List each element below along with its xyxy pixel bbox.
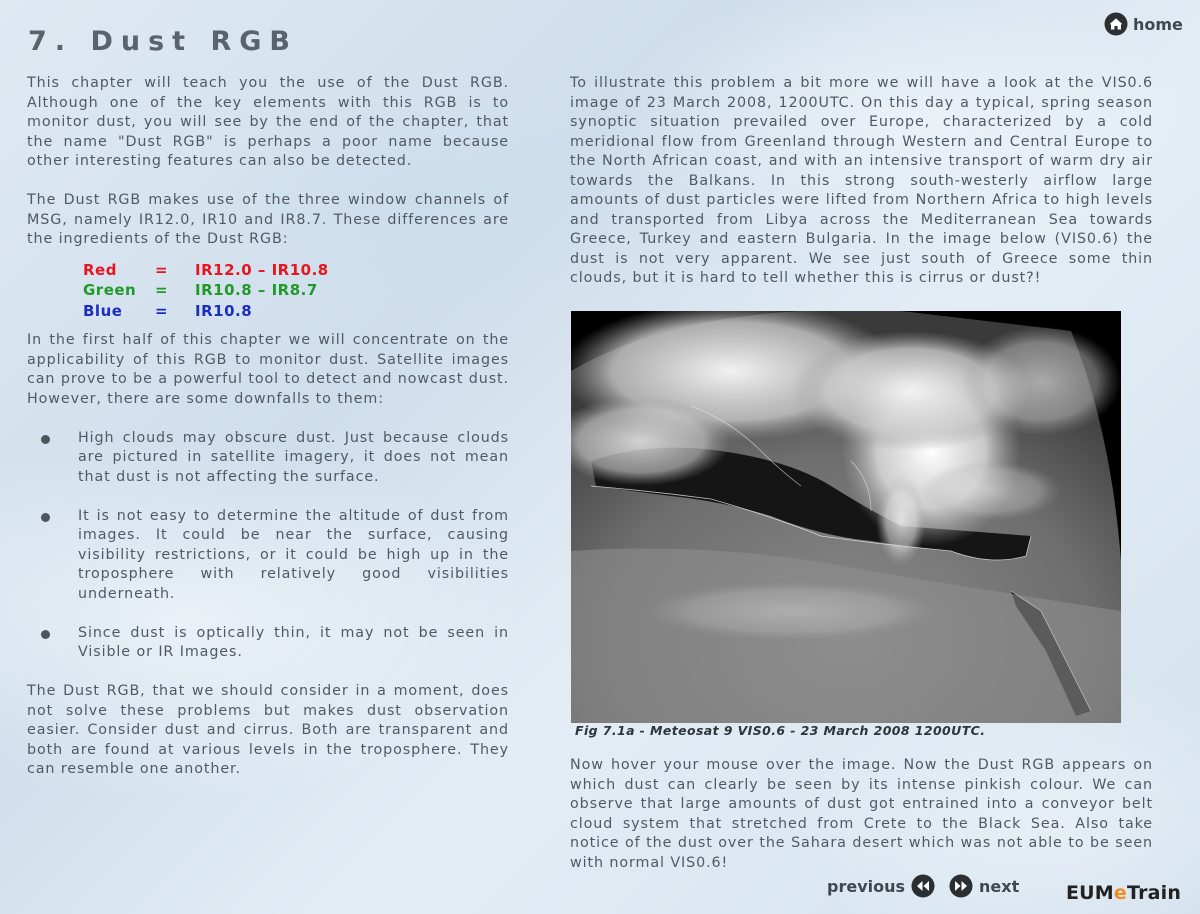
bullet-text: It is not easy to determine the altitude of dust from images. It could be near the surface, causing visibility restrictions, or it could be high up in the troposphere with relatively good visibilities underneath.	[78, 507, 509, 602]
rgb-eq: =	[155, 281, 169, 299]
rgb-formula: IR10.8 – IR8.7	[195, 281, 318, 299]
bullet-dot-icon	[41, 435, 50, 444]
downfalls-paragraph: In the first half of this chapter we will concentrate on the applicability of this RGB to monitor dust. Satellite images can prove to be a powerful tool to detect and nowcast dust. However, there are some downfalls to them:	[27, 332, 509, 407]
logo-text-2: e	[1113, 882, 1128, 904]
logo-text-1: EUM	[1066, 882, 1114, 904]
rgb-name: Red	[83, 260, 117, 279]
bullet-text: Since dust is optically thin, it may not be seen in Visible or IR Images.	[78, 624, 509, 660]
rgb-row-green	[83, 280, 509, 301]
illustration-paragraph: To illustrate this problem a bit more we will have a look at the VIS0.6 image of 23 March 2008, 1200UTC. On this day a typical, spring season synoptic situation prevailed over Europe, characterized by a cold meridional flow from Greenland through Western and Central Europe to the North African coast, and with an intensive transport of warm dry air towards the Balkans. In this strong south-westerly airflow large amounts of dust particles were lifted from Northern Africa to high levels and transported from Libya across the Mediterranean Sea towards Greece, Turkey and eastern Bulgaria. In the image below (VIS0.6) the dust is not very apparent. We see just south of Greece some thin clouds, but it is hard to tell whether this is cirrus or dust?!	[570, 75, 1153, 286]
page-title: 7. Dust RGB	[28, 26, 298, 57]
rgb-eq: =	[155, 260, 169, 279]
previous-label: previous	[827, 876, 906, 896]
figure-caption: Fig 7.1a - Meteosat 9 VIS0.6 - 23 March 2008 1200UTC.	[575, 723, 986, 738]
bullet-item	[27, 429, 509, 488]
hover-paragraph: Now hover your mouse over the image. Now the Dust RGB appears on which dust can clearly be seen by its intense pinkish colour. We can observe that large amounts of dust got entrained into a conveyor belt cloud system that stretched from Crete to the Black Sea. Also take notice of the dust over the Sahara desert which was not able to be seen with normal VIS0.6!	[570, 757, 1153, 871]
right-column	[570, 74, 1153, 289]
satellite-image-graphic	[571, 311, 1121, 723]
bullet-item	[27, 624, 509, 663]
home-button[interactable]	[1104, 12, 1183, 36]
fast-forward-icon	[949, 874, 973, 898]
home-icon	[1104, 12, 1128, 36]
right-column-lower	[570, 756, 1153, 873]
channels-paragraph: The Dust RGB makes use of the three window channels of MSG, namely IR12.0, IR10 and IR8.7. These differences are the ingredients of the Dust RGB:	[27, 192, 509, 247]
rgb-row-blue	[83, 301, 509, 322]
bullet-text: High clouds may obscure dust. Just because clouds are pictured in satellite imagery, it does not mean that dust is not affecting the surface.	[78, 429, 509, 485]
rgb-row-red	[83, 260, 509, 281]
rgb-recipe	[83, 260, 509, 322]
rgb-name: Green	[83, 281, 137, 299]
bullet-dot-icon	[41, 630, 50, 639]
next-button[interactable]	[949, 874, 1019, 898]
next-label: next	[979, 876, 1020, 896]
rgb-formula: IR12.0 – IR10.8	[195, 260, 329, 279]
rgb-eq: =	[155, 301, 169, 320]
eumetrain-logo	[1066, 882, 1181, 904]
bullet-item	[27, 507, 509, 605]
closing-paragraph: The Dust RGB, that we should consider in a moment, does not solve these problems but makes dust observation easier. Consider dust and cirrus. Both are transparent and both are found at various levels in the troposphere. They can resemble one another.	[27, 683, 509, 777]
intro-paragraph: This chapter will teach you the use of the Dust RGB. Although one of the key elements with this RGB is to monitor dust, you will see by the end of the chapter, that the name "Dust RGB" is perhaps a poor name because other interesting features can also be detected.	[27, 75, 509, 169]
left-column	[27, 74, 509, 780]
previous-button[interactable]	[827, 874, 935, 898]
logo-text-3: Train	[1127, 882, 1182, 904]
satellite-image[interactable]	[571, 311, 1121, 723]
rgb-formula: IR10.8	[195, 301, 253, 320]
rewind-icon	[911, 874, 935, 898]
bullet-dot-icon	[41, 513, 50, 522]
rgb-name: Blue	[83, 301, 123, 320]
home-label: home	[1133, 14, 1183, 34]
